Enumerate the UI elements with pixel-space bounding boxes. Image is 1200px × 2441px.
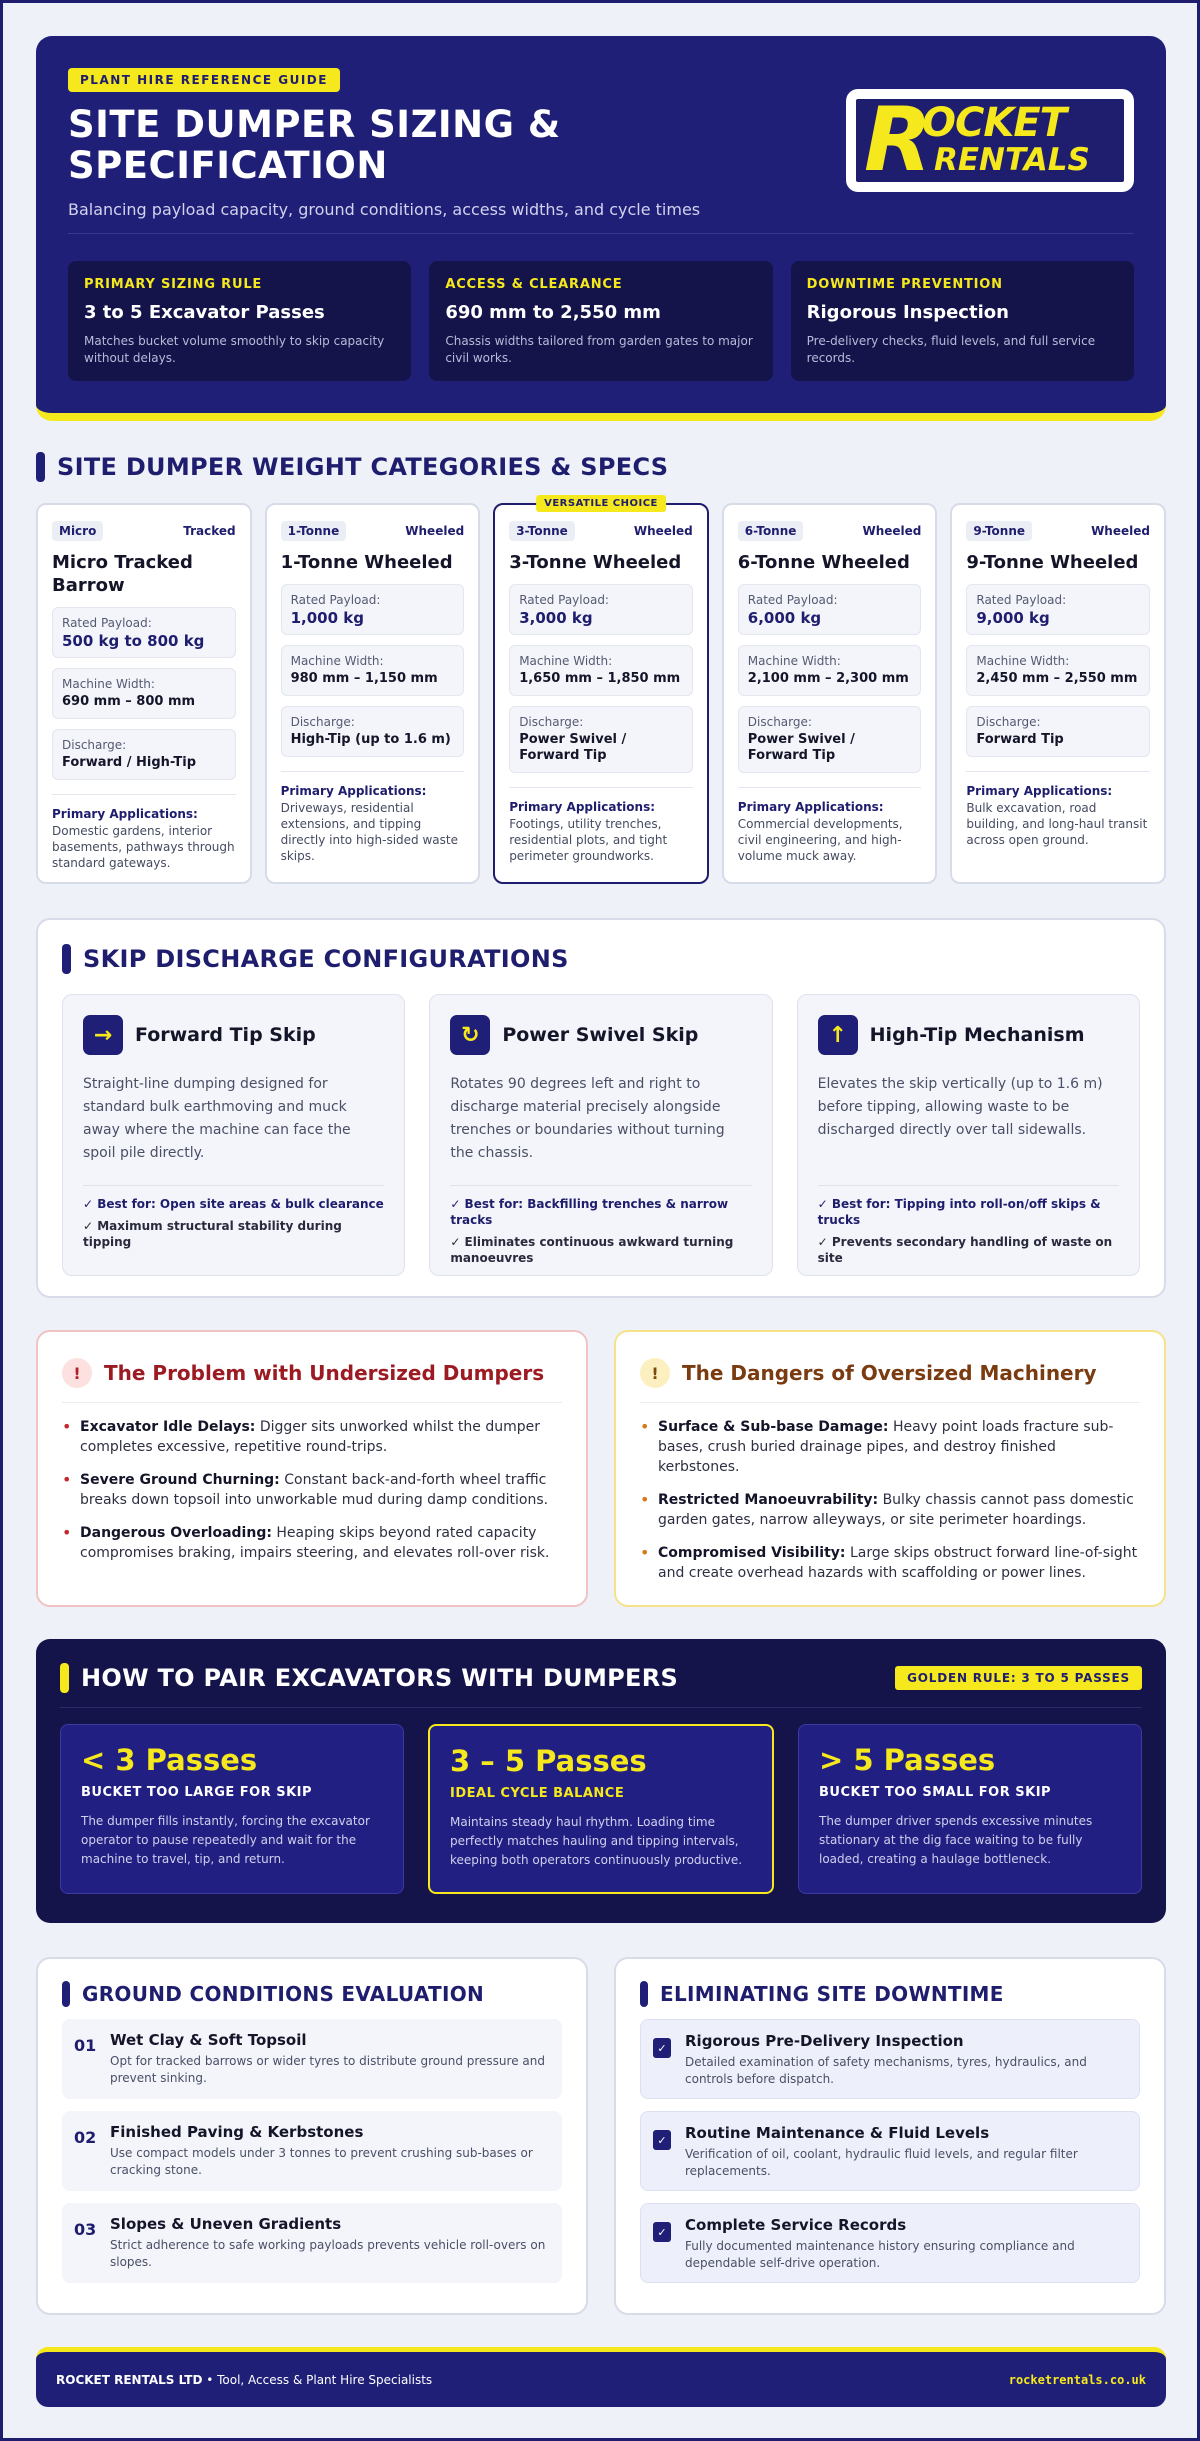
spec-value: 2,450 mm – 2,550 mm bbox=[976, 671, 1138, 686]
mobility-label: Wheeled bbox=[1091, 524, 1150, 538]
item-text: Bulky chassis cannot pass domestic garden gates, narrow alleyways, or site perimeter hoardings. bbox=[658, 1492, 1134, 1528]
warning-title: The Dangers of Oversized Machinery bbox=[682, 1361, 1097, 1385]
spec-value: 2,100 mm – 2,300 mm bbox=[747, 671, 909, 686]
spec-label: Rated Payload: bbox=[519, 593, 609, 607]
category-name: Micro Tracked Barrow bbox=[52, 552, 193, 596]
item-number: 02 bbox=[74, 2128, 97, 2147]
payload-spec bbox=[966, 584, 1150, 635]
applications-text: Domestic gardens, interior basements, pathways through standard gateways. bbox=[52, 824, 235, 870]
size-tag: 1-Tonne bbox=[281, 521, 347, 541]
mobility-label: Tracked bbox=[183, 524, 236, 538]
skip-cards bbox=[62, 994, 1140, 1276]
item-text: Heaping skips beyond rated capacity compromises braking, impairs steering, and elevates roll-over risk. bbox=[80, 1525, 550, 1561]
item-title: Rigorous Pre-Delivery Inspection bbox=[685, 2032, 964, 2050]
bottom-panels bbox=[36, 1957, 1166, 2315]
item-desc: Fully documented maintenance history ensuring compliance and dependable self-drive operation. bbox=[685, 2239, 1075, 2270]
spec-label: Discharge: bbox=[747, 715, 812, 729]
fact-desc: Matches bucket volume smoothly to skip capacity without delays. bbox=[84, 334, 385, 365]
divider bbox=[52, 794, 236, 795]
skip-configurations-panel bbox=[36, 918, 1166, 1298]
list-item bbox=[62, 1417, 562, 1457]
divider bbox=[62, 1402, 562, 1403]
heading-accent bbox=[62, 1981, 70, 2007]
spec-label: Rated Payload: bbox=[976, 593, 1067, 607]
undersized-warning-panel bbox=[36, 1330, 588, 1607]
spec-value: 9,000 kg bbox=[976, 609, 1050, 627]
skip-desc: Rotates 90 degrees left and right to discharge material precisely alongside trenches or boundaries without turning the chassis. bbox=[450, 1076, 725, 1161]
size-tag: Micro bbox=[52, 521, 103, 541]
skip-best-for: ✓ Best for: Tipping into roll-on/off skips & trucks bbox=[817, 1197, 1101, 1227]
spec-value: Forward Tip bbox=[976, 732, 1064, 747]
warning-list bbox=[640, 1417, 1140, 1583]
item-text: Constant back-and-forth wheel traffic breaks down topsoil into unworkable mud during damp conditions. bbox=[80, 1472, 549, 1508]
pass-label: BUCKET TOO SMALL FOR SKIP bbox=[819, 1785, 1052, 1800]
spec-value: Forward / High-Tip bbox=[62, 755, 197, 770]
spec-value: 6,000 kg bbox=[747, 609, 822, 627]
list-item bbox=[640, 1417, 1140, 1477]
ground-conditions-panel bbox=[36, 1957, 588, 2315]
discharge-spec bbox=[509, 706, 693, 773]
category-name: 1-Tonne Wheeled bbox=[280, 552, 453, 573]
downtime-panel bbox=[614, 1957, 1166, 2315]
fact-card bbox=[68, 261, 411, 381]
item-desc: Strict adherence to safe working payloads prevents vehicle roll-overs on slopes. bbox=[110, 2238, 546, 2269]
fact-key: DOWNTIME PREVENTION bbox=[806, 277, 1003, 292]
divider bbox=[281, 771, 465, 772]
applications-label: Primary Applications: bbox=[52, 807, 198, 821]
discharge-spec bbox=[52, 729, 236, 780]
list-item bbox=[640, 2203, 1140, 2283]
list-item bbox=[62, 2019, 562, 2099]
spec-value: Power Swivel / Forward Tip bbox=[747, 732, 855, 763]
spec-value: High-Tip (up to 1.6 m) bbox=[290, 732, 451, 747]
pass-cards bbox=[60, 1724, 1142, 1894]
alert-icon: ! bbox=[62, 1358, 92, 1388]
width-spec bbox=[52, 668, 236, 719]
item-lead: Excavator Idle Delays: bbox=[80, 1419, 256, 1435]
item-desc: Detailed examination of safety mechanisms, tyres, hydraulics, and controls before dispatch. bbox=[685, 2055, 1087, 2086]
payload-spec bbox=[52, 607, 236, 658]
heading-accent bbox=[60, 1663, 69, 1693]
footer-company bbox=[56, 2373, 432, 2387]
warning-list bbox=[62, 1417, 562, 1563]
item-number: 03 bbox=[74, 2220, 97, 2239]
divider bbox=[60, 1707, 1142, 1708]
applications-label: Primary Applications: bbox=[737, 800, 884, 814]
section-title: HOW TO PAIR EXCAVATORS WITH DUMPERS bbox=[81, 1664, 679, 1692]
spec-label: Rated Payload: bbox=[747, 593, 838, 607]
spec-label: Rated Payload: bbox=[290, 593, 381, 607]
checkbox-icon: ✓ bbox=[653, 2130, 671, 2150]
versatile-choice-badge: VERSATILE CHOICE bbox=[536, 495, 666, 512]
spec-label: Discharge: bbox=[976, 715, 1041, 729]
company-tagline: • Tool, Access & Plant Hire Specialists bbox=[202, 2372, 433, 2387]
skip-benefit: ✓ Eliminates continuous awkward turning manoeuvres bbox=[450, 1235, 734, 1265]
hero-divider bbox=[68, 233, 1134, 234]
item-desc: Use compact models under 3 tonnes to prevent crushing sub-bases or cracking stone. bbox=[110, 2146, 533, 2177]
section-title: ELIMINATING SITE DOWNTIME bbox=[660, 1982, 1004, 2006]
fact-card bbox=[429, 261, 772, 381]
pass-label: IDEAL CYCLE BALANCE bbox=[450, 1786, 625, 1801]
item-text: Heavy point loads fracture sub-bases, crush buried drainage pipes, and destroy finished kerbstones. bbox=[658, 1419, 1114, 1475]
skip-benefit: ✓ Maximum structural stability during tipping bbox=[83, 1219, 342, 1249]
item-lead: Restricted Manoeuvrability: bbox=[658, 1492, 879, 1508]
section-title: GROUND CONDITIONS EVALUATION bbox=[82, 1982, 485, 2006]
spec-label: Machine Width: bbox=[747, 654, 841, 668]
fact-value: 3 to 5 Excavator Passes bbox=[84, 302, 325, 323]
warning-title: The Problem with Undersized Dumpers bbox=[104, 1361, 545, 1385]
list-item bbox=[62, 1523, 562, 1563]
spec-label: Discharge: bbox=[62, 738, 127, 752]
discharge-spec bbox=[966, 706, 1150, 757]
logo-line2: RENTALS bbox=[934, 142, 1090, 178]
category-name: 3-Tonne Wheeled bbox=[509, 552, 682, 573]
pairing-panel bbox=[36, 1639, 1166, 1923]
section-title: SITE DUMPER WEIGHT CATEGORIES & SPECS bbox=[57, 453, 669, 481]
applications-text: Commercial developments, civil engineering, and high-volume muck away. bbox=[737, 817, 903, 863]
pass-desc: Maintains steady haul rhythm. Loading time perfectly matches hauling and tipping intervals, keeping both operators continuously productive. bbox=[450, 1815, 743, 1867]
width-spec bbox=[281, 645, 465, 696]
item-text: Digger sits unworked whilst the dumper completes excessive, repetitive round-trips. bbox=[80, 1419, 541, 1455]
spec-value: 1,000 kg bbox=[290, 609, 364, 627]
logo-letter: R bbox=[864, 99, 932, 182]
divider bbox=[818, 1185, 1119, 1186]
skip-name: High-Tip Mechanism bbox=[869, 1024, 1085, 1046]
ground-heading bbox=[62, 1981, 562, 2007]
category-name: 6-Tonne Wheeled bbox=[737, 552, 910, 573]
divider bbox=[450, 1185, 751, 1186]
pass-count: < 3 Passes bbox=[81, 1743, 258, 1777]
item-desc: Opt for tracked barrows or wider tyres to distribute ground pressure and prevent sinking. bbox=[110, 2054, 545, 2085]
discharge-spec bbox=[738, 706, 922, 773]
item-title: Routine Maintenance & Fluid Levels bbox=[685, 2124, 990, 2142]
warnings-row bbox=[36, 1330, 1166, 1607]
item-title: Slopes & Uneven Gradients bbox=[110, 2215, 342, 2233]
fact-value: 690 mm to 2,550 mm bbox=[445, 302, 661, 323]
list-item bbox=[640, 1490, 1140, 1530]
page-title: SITE DUMPER SIZING & SPECIFICATION bbox=[68, 103, 561, 187]
divider bbox=[640, 1402, 1140, 1403]
arrow-right-icon: → bbox=[83, 1015, 123, 1055]
logo-mark bbox=[856, 99, 1124, 182]
applications-text: Bulk excavation, road building, and long-haul transit across open ground. bbox=[966, 801, 1148, 847]
skip-card-forward-tip bbox=[62, 994, 405, 1276]
fact-key: ACCESS & CLEARANCE bbox=[445, 277, 623, 292]
pass-card bbox=[798, 1724, 1142, 1894]
mobility-label: Wheeled bbox=[862, 524, 922, 538]
skip-desc: Elevates the skip vertically (up to 1.6 m) before tipping, allowing waste to be discharged directly over tall sidewalls. bbox=[817, 1076, 1103, 1138]
skip-card-power-swivel bbox=[429, 994, 772, 1276]
spec-value: Power Swivel / Forward Tip bbox=[519, 732, 627, 763]
skip-heading bbox=[62, 944, 1140, 974]
pass-card bbox=[60, 1724, 404, 1894]
spec-label: Discharge: bbox=[290, 715, 355, 729]
heading-accent bbox=[36, 452, 45, 482]
size-tag: 3-Tonne bbox=[509, 521, 575, 541]
item-title: Wet Clay & Soft Topsoil bbox=[110, 2031, 307, 2049]
category-card-3-tonne bbox=[493, 498, 709, 884]
pass-count: 3 – 5 Passes bbox=[450, 1744, 647, 1778]
divider bbox=[738, 787, 922, 788]
section-title: SKIP DISCHARGE CONFIGURATIONS bbox=[83, 945, 569, 973]
oversized-warning-panel bbox=[614, 1330, 1166, 1607]
category-card-micro bbox=[36, 503, 252, 884]
applications-label: Primary Applications: bbox=[509, 800, 656, 814]
pass-label: BUCKET TOO LARGE FOR SKIP bbox=[81, 1785, 313, 1800]
list-item bbox=[640, 2019, 1140, 2099]
heading-accent bbox=[62, 944, 71, 974]
spec-value: 980 mm – 1,150 mm bbox=[290, 671, 438, 686]
width-spec bbox=[738, 645, 922, 696]
page-subtitle: Balancing payload capacity, ground conditions, access widths, and cycle times bbox=[68, 200, 701, 219]
pass-card-ideal bbox=[428, 1724, 774, 1894]
mobility-label: Wheeled bbox=[633, 524, 693, 538]
category-name: 9-Tonne Wheeled bbox=[966, 552, 1139, 573]
skip-desc: Straight-line dumping designed for standard bulk earthmoving and muck away where the machine can face the spoil pile directly. bbox=[83, 1076, 351, 1161]
payload-spec bbox=[509, 584, 693, 635]
payload-spec bbox=[281, 584, 465, 635]
applications-label: Primary Applications: bbox=[280, 784, 427, 798]
heading-accent bbox=[640, 1981, 648, 2007]
list-item bbox=[62, 2203, 562, 2283]
spec-label: Machine Width: bbox=[290, 654, 384, 668]
width-spec bbox=[966, 645, 1150, 696]
divider bbox=[83, 1185, 384, 1186]
item-title: Finished Paving & Kerbstones bbox=[110, 2123, 364, 2141]
item-desc: Verification of oil, coolant, hydraulic fluid levels, and regular filter replacements. bbox=[685, 2147, 1078, 2178]
discharge-spec bbox=[281, 706, 465, 757]
width-spec bbox=[509, 645, 693, 696]
pass-count: > 5 Passes bbox=[819, 1743, 996, 1777]
item-lead: Dangerous Overloading: bbox=[80, 1525, 272, 1541]
pass-desc: The dumper fills instantly, forcing the excavator operator to pause repeatedly and wait for the machine to travel, tip, and return. bbox=[81, 1814, 370, 1866]
divider bbox=[509, 787, 693, 788]
website-link[interactable]: rocketrentals.co.uk bbox=[1008, 2372, 1146, 2387]
skip-best-for: ✓ Best for: Backfilling trenches & narrow tracks bbox=[450, 1197, 729, 1227]
item-number: 01 bbox=[74, 2036, 97, 2055]
hero-banner bbox=[36, 36, 1166, 421]
spec-label: Machine Width: bbox=[976, 654, 1070, 668]
category-card-1-tonne bbox=[265, 503, 481, 884]
downtime-heading bbox=[640, 1981, 1140, 2007]
golden-rule-badge: GOLDEN RULE: 3 TO 5 PASSES bbox=[895, 1666, 1142, 1690]
fact-card bbox=[791, 261, 1134, 381]
fact-key: PRIMARY SIZING RULE bbox=[84, 277, 263, 292]
rocket-rentals-logo bbox=[846, 89, 1134, 192]
spec-label: Machine Width: bbox=[62, 677, 155, 691]
spec-value: 500 kg to 800 kg bbox=[62, 632, 205, 650]
spec-label: Machine Width: bbox=[519, 654, 613, 668]
item-title: Complete Service Records bbox=[685, 2216, 907, 2234]
fact-value: Rigorous Inspection bbox=[806, 302, 1009, 323]
eyebrow-badge: PLANT HIRE REFERENCE GUIDE bbox=[68, 68, 340, 92]
list-item bbox=[62, 2111, 562, 2191]
item-lead: Severe Ground Churning: bbox=[80, 1472, 280, 1488]
spec-value: 3,000 kg bbox=[519, 609, 593, 627]
spec-value: 690 mm – 800 mm bbox=[62, 694, 196, 709]
spec-label: Rated Payload: bbox=[62, 616, 152, 630]
logo-line1: OCKET bbox=[922, 100, 1066, 146]
payload-spec bbox=[738, 584, 922, 635]
pairing-heading bbox=[60, 1663, 678, 1693]
size-tag: 9-Tonne bbox=[966, 521, 1032, 541]
spec-value: 1,650 mm – 1,850 mm bbox=[519, 671, 681, 686]
checkbox-icon: ✓ bbox=[653, 2038, 671, 2058]
item-lead: Compromised Visibility: bbox=[658, 1545, 846, 1561]
item-text: Large skips obstruct forward line-of-sight and create overhead hazards with scaffolding or power lines. bbox=[658, 1545, 1138, 1581]
fact-desc: Chassis widths tailored from garden gates to major civil works. bbox=[445, 334, 753, 365]
rotate-icon: ↻ bbox=[450, 1015, 490, 1055]
skip-card-high-tip bbox=[797, 994, 1140, 1276]
applications-text: Footings, utility trenches, residential plots, and tight perimeter groundworks. bbox=[509, 817, 668, 863]
skip-best-for: ✓ Best for: Open site areas & bulk clearance bbox=[83, 1197, 384, 1211]
item-lead: Surface & Sub-base Damage: bbox=[658, 1419, 889, 1435]
hero-key-facts bbox=[68, 261, 1134, 381]
list-item bbox=[640, 2111, 1140, 2191]
categories-heading bbox=[36, 452, 1166, 482]
list-item bbox=[62, 1470, 562, 1510]
alert-icon: ! bbox=[640, 1358, 670, 1388]
skip-benefit: ✓ Prevents secondary handling of waste on site bbox=[817, 1235, 1113, 1265]
pass-desc: The dumper driver spends excessive minutes stationary at the dig face waiting to be fully loaded, creating a haulage bottleneck. bbox=[819, 1814, 1093, 1866]
arrow-up-icon: ↑ bbox=[818, 1015, 858, 1055]
footer bbox=[36, 2347, 1166, 2407]
applications-label: Primary Applications: bbox=[966, 784, 1113, 798]
category-card-6-tonne bbox=[722, 503, 938, 884]
size-tag: 6-Tonne bbox=[738, 521, 804, 541]
spec-label: Discharge: bbox=[519, 715, 584, 729]
category-card-9-tonne bbox=[950, 503, 1166, 884]
skip-name: Forward Tip Skip bbox=[135, 1024, 316, 1046]
list-item bbox=[640, 1543, 1140, 1583]
fact-desc: Pre-delivery checks, fluid levels, and full service records. bbox=[806, 334, 1096, 365]
category-cards bbox=[36, 498, 1166, 884]
checkbox-icon: ✓ bbox=[653, 2222, 671, 2242]
skip-name: Power Swivel Skip bbox=[502, 1024, 699, 1046]
applications-text: Driveways, residential extensions, and tipping directly into high-sided waste skips. bbox=[280, 801, 458, 863]
mobility-label: Wheeled bbox=[405, 524, 465, 538]
divider bbox=[966, 771, 1150, 772]
company-name: ROCKET RENTALS LTD bbox=[56, 2372, 203, 2387]
